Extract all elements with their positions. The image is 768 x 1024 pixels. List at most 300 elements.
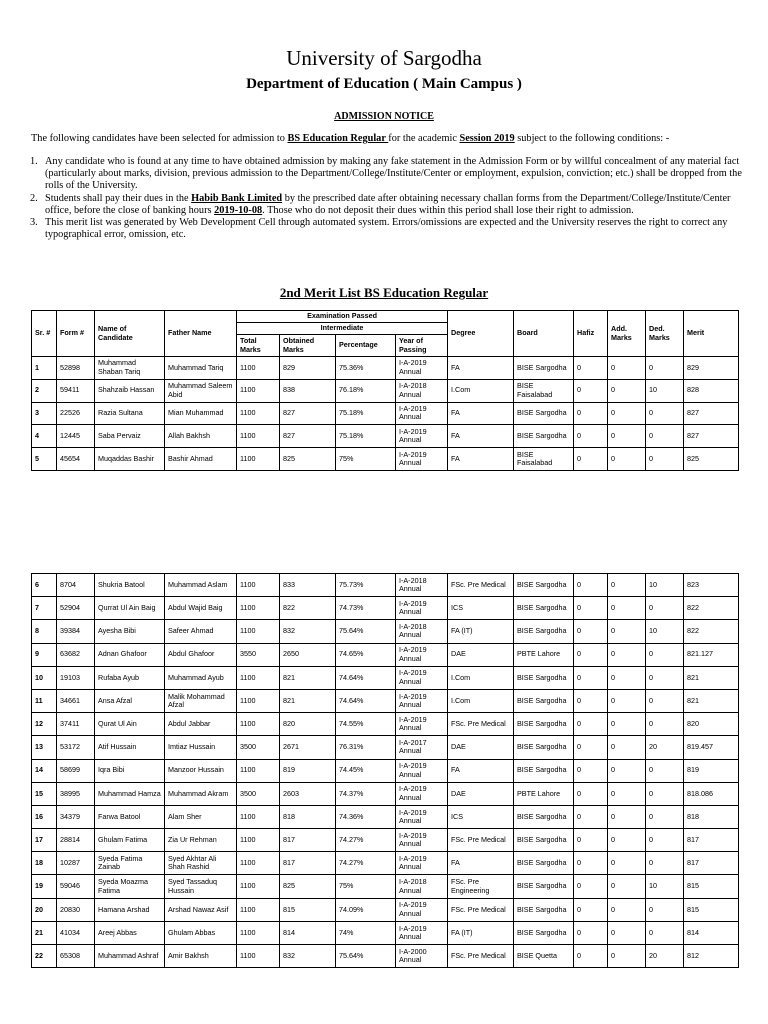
intro-text-after: subject to the following conditions: - [514,133,670,144]
cell-degree: ICS [448,805,514,828]
cell-percentage: 74.64% [336,666,396,689]
cell-ded: 10 [646,620,684,643]
cell-degree: I.Com [448,379,514,402]
cell-hafiz: 0 [574,852,608,875]
cell-board: BISE Sargodha [514,620,574,643]
cell-add: 0 [608,805,646,828]
cell-hafiz: 0 [574,782,608,805]
cell-ded: 10 [646,379,684,402]
cell-percentage: 75.64% [336,945,396,968]
cell-name: Qurat Ul Ain [95,713,165,736]
cell-hafiz: 0 [574,898,608,921]
cell-merit: 828 [684,379,739,402]
cell-name: Muhammad Ashraf [95,945,165,968]
header-intermediate: Intermediate [237,323,448,335]
table-row [32,805,739,828]
due-date: 2019-10-08 [214,204,263,216]
cell-ded: 0 [646,402,684,425]
cell-percentage: 76.31% [336,736,396,759]
cell-board: BISE Sargodha [514,805,574,828]
cell-name: Muhammad Hamza [95,782,165,805]
cell-add: 0 [608,759,646,782]
cell-year: I-A-2019 Annual [396,402,448,425]
cell-year: I-A-2019 Annual [396,921,448,944]
cell-year: I-A-2019 Annual [396,357,448,380]
cell-form: 20830 [57,898,95,921]
condition-number: 3. [30,217,38,229]
cell-add: 0 [608,736,646,759]
cell-father: Imtiaz Hussain [165,736,237,759]
table-row [32,713,739,736]
cell-father: Syed Tassaduq Hussain [165,875,237,898]
cell-form: 37411 [57,713,95,736]
cell-sr: 22 [32,945,57,968]
intro-text-before: The following candidates have been selected for admission to [31,133,288,144]
cell-sr: 8 [32,620,57,643]
cell-year: I-A-2019 Annual [396,666,448,689]
cell-year: I-A-2019 Annual [396,782,448,805]
cell-hafiz: 0 [574,402,608,425]
cell-merit: 827 [684,425,739,448]
table-row [32,379,739,402]
cell-year: I-A-2019 Annual [396,425,448,448]
header-father: Father Name [165,311,237,357]
cell-obtained: 832 [280,620,336,643]
cell-father: Arshad Nawaz Asif [165,898,237,921]
cell-total: 1100 [237,357,280,380]
cell-add: 0 [608,379,646,402]
cell-percentage: 74.73% [336,597,396,620]
header-total-marks: Total Marks [237,335,280,357]
cell-percentage: 74% [336,921,396,944]
cell-total: 1100 [237,666,280,689]
cell-name: Syeda Moazma Fatima [95,875,165,898]
cell-hafiz: 0 [574,666,608,689]
university-title: University of Sargodha [286,46,482,70]
cell-year: I-A-2019 Annual [396,689,448,712]
cell-father: Muhammad Akram [165,782,237,805]
cell-merit: 823 [684,574,739,597]
table-row [32,852,739,875]
cell-board: BISE Sargodha [514,921,574,944]
table-row [32,357,739,380]
cell-father: Bashir Ahmad [165,448,237,471]
cell-sr: 20 [32,898,57,921]
cell-percentage: 75.73% [336,574,396,597]
cell-hafiz: 0 [574,945,608,968]
cell-hafiz: 0 [574,713,608,736]
cell-add: 0 [608,643,646,666]
cell-hafiz: 0 [574,805,608,828]
cell-merit: 818 [684,805,739,828]
cell-percentage: 74.09% [336,898,396,921]
cell-hafiz: 0 [574,921,608,944]
header-percentage: Percentage [336,335,396,357]
cell-merit: 822 [684,597,739,620]
cell-degree: FSc. Pre Engineering [448,875,514,898]
header-board: Board [514,311,574,357]
cell-board: BISE Sargodha [514,759,574,782]
notice-intro [31,132,746,145]
cell-degree: FSc. Pre Medical [448,829,514,852]
cell-obtained: 827 [280,425,336,448]
cell-merit: 825 [684,448,739,471]
cell-percentage: 75.18% [336,425,396,448]
cell-form: 28814 [57,829,95,852]
cell-hafiz: 0 [574,448,608,471]
condition-text: . Those who do not deposit their dues within this period shall lose their right to admission. [262,204,634,216]
cell-add: 0 [608,782,646,805]
cell-name: Hamana Arshad [95,898,165,921]
cell-degree: DAE [448,736,514,759]
cell-merit: 819 [684,759,739,782]
cell-father: Alam Sher [165,805,237,828]
header-name: Name of Candidate [95,311,165,357]
cell-obtained: 818 [280,805,336,828]
cell-percentage: 74.65% [336,643,396,666]
cell-percentage: 74.36% [336,805,396,828]
cell-name: Ayesha Bibi [95,620,165,643]
condition-item [28,217,758,241]
cell-ded: 20 [646,945,684,968]
cell-percentage: 74.37% [336,782,396,805]
cell-merit: 812 [684,945,739,968]
cell-name: Muhammad Shaban Tariq [95,357,165,380]
cell-sr: 16 [32,805,57,828]
cell-total: 1100 [237,713,280,736]
cell-obtained: 833 [280,574,336,597]
cell-obtained: 2650 [280,643,336,666]
cell-sr: 5 [32,448,57,471]
cell-add: 0 [608,713,646,736]
condition-text: Students shall pay their dues in the [45,192,192,204]
cell-board: BISE Sargodha [514,852,574,875]
cell-degree: FA [448,759,514,782]
bank-name: Habib Bank Limited [191,192,283,204]
cell-sr: 18 [32,852,57,875]
cell-father: Muhammad Saleem Abid [165,379,237,402]
cell-ded: 0 [646,597,684,620]
department-title: Department of Education ( Main Campus ) [246,76,522,92]
cell-form: 58699 [57,759,95,782]
cell-obtained: 832 [280,945,336,968]
cell-board: PBTE Lahore [514,643,574,666]
table-row [32,736,739,759]
cell-degree: FA [448,425,514,448]
cell-add: 0 [608,829,646,852]
cell-obtained: 838 [280,379,336,402]
cell-add: 0 [608,898,646,921]
cell-obtained: 815 [280,898,336,921]
cell-degree: DAE [448,782,514,805]
cell-total: 1100 [237,689,280,712]
cell-sr: 4 [32,425,57,448]
cell-sr: 7 [32,597,57,620]
cell-ded: 0 [646,852,684,875]
cell-ded: 0 [646,643,684,666]
cell-degree: I.Com [448,689,514,712]
cell-add: 0 [608,875,646,898]
cell-hafiz: 0 [574,643,608,666]
cell-board: BISE Quetta [514,945,574,968]
cell-ded: 0 [646,448,684,471]
cell-year: I-A-2019 Annual [396,448,448,471]
session-name: Session 2019 [459,133,515,144]
cell-board: BISE Sargodha [514,357,574,380]
condition-number: 1. [30,156,38,167]
table-body-page1 [32,357,739,471]
cell-obtained: 821 [280,689,336,712]
cell-father: Abdul Jabbar [165,713,237,736]
cell-name: Atif Hussain [95,736,165,759]
cell-obtained: 827 [280,402,336,425]
cell-merit: 814 [684,921,739,944]
cell-total: 1100 [237,620,280,643]
table-header [32,311,739,357]
cell-hafiz: 0 [574,574,608,597]
cell-ded: 20 [646,736,684,759]
cell-percentage: 75.18% [336,402,396,425]
cell-percentage: 74.27% [336,852,396,875]
cell-ded: 0 [646,829,684,852]
cell-merit: 822 [684,620,739,643]
cell-hafiz: 0 [574,829,608,852]
cell-merit: 820 [684,713,739,736]
header-exam-passed: Examination Passed [237,311,448,323]
cell-year: I-A-2018 Annual [396,620,448,643]
table-row [32,643,739,666]
cell-degree: FSc. Pre Medical [448,574,514,597]
cell-sr: 12 [32,713,57,736]
cell-board: BISE Faisalabad [514,448,574,471]
cell-ded: 0 [646,782,684,805]
cell-form: 45654 [57,448,95,471]
cell-sr: 9 [32,643,57,666]
cell-total: 1100 [237,875,280,898]
cell-form: 10287 [57,852,95,875]
cell-father: Ghulam Abbas [165,921,237,944]
cell-add: 0 [608,945,646,968]
table-row [32,921,739,944]
cell-name: Razia Sultana [95,402,165,425]
cell-merit: 815 [684,875,739,898]
cell-name: Ghulam Fatima [95,829,165,852]
cell-board: BISE Sargodha [514,736,574,759]
merit-table-page1 [31,310,739,471]
cell-sr: 21 [32,921,57,944]
cell-year: I-A-2017 Annual [396,736,448,759]
condition-text: by the prescribed date after obtaining necessary challan forms from the Department/College/Institute/Center office, before the close of banking hours [45,192,731,216]
cell-form: 63682 [57,643,95,666]
cell-merit: 815 [684,898,739,921]
header-form: Form # [57,311,95,357]
cell-obtained: 829 [280,357,336,380]
cell-sr: 14 [32,759,57,782]
notice-title: ADMISSION NOTICE [334,111,434,122]
cell-board: BISE Faisalabad [514,379,574,402]
header-ded-marks: Ded. Marks [646,311,684,357]
cell-percentage: 75.64% [336,620,396,643]
cell-ded: 0 [646,921,684,944]
table-row [32,829,739,852]
cell-total: 3500 [237,782,280,805]
cell-sr: 3 [32,402,57,425]
cell-degree: DAE [448,643,514,666]
cell-form: 22526 [57,402,95,425]
cell-name: Shukria Batool [95,574,165,597]
cell-degree: FA (IT) [448,620,514,643]
cell-obtained: 2603 [280,782,336,805]
cell-total: 3550 [237,643,280,666]
cell-name: Iqra Bibi [95,759,165,782]
cell-ded: 0 [646,689,684,712]
program-name: BS Education Regular [287,133,389,144]
cell-percentage: 75% [336,448,396,471]
cell-ded: 10 [646,574,684,597]
cell-obtained: 817 [280,852,336,875]
cell-year: I-A-2018 Annual [396,574,448,597]
cell-father: Zia Ur Rehman [165,829,237,852]
cell-name: Areej Abbas [95,921,165,944]
cell-total: 1100 [237,448,280,471]
cell-total: 1100 [237,597,280,620]
table-row [32,945,739,968]
table-row [32,689,739,712]
merit-table-page2 [31,573,739,968]
cell-board: BISE Sargodha [514,425,574,448]
cell-form: 34379 [57,805,95,828]
condition-text: Any candidate who is found at any time to have obtained admission by making any fake statement in the Admission Form or by willful concealment of any material fact (particularly about marks, division, previous admission to the Department/College/Institute/Center or employment, expulsion, conviction; etc.) shall be dropped from the rolls of the University. [45,156,742,192]
cell-year: I-A-2019 Annual [396,805,448,828]
cell-total: 1100 [237,829,280,852]
cell-name: Qurrat Ul Ain Baig [95,597,165,620]
cell-sr: 17 [32,829,57,852]
table-row [32,425,739,448]
cell-obtained: 825 [280,875,336,898]
cell-obtained: 820 [280,713,336,736]
cell-add: 0 [608,448,646,471]
cell-degree: FSc. Pre Medical [448,898,514,921]
cell-merit: 821.127 [684,643,739,666]
cell-name: Shahzaib Hassan [95,379,165,402]
cell-name: Rufaba Ayub [95,666,165,689]
cell-name: Adnan Ghafoor [95,643,165,666]
condition-text: This merit list was generated by Web Development Cell through automated system. Errors/omissions are expected and the University reserves the right to correct any typographical error, omission, etc. [45,217,728,241]
cell-father: Syed Akhtar Ali Shah Rashid [165,852,237,875]
table-row [32,448,739,471]
cell-add: 0 [608,357,646,380]
cell-merit: 821 [684,666,739,689]
cell-add: 0 [608,666,646,689]
cell-form: 52898 [57,357,95,380]
cell-percentage: 75.36% [336,357,396,380]
cell-percentage: 75% [336,875,396,898]
cell-board: BISE Sargodha [514,713,574,736]
cell-father: Amir Bakhsh [165,945,237,968]
cell-obtained: 821 [280,666,336,689]
cell-year: I-A-2019 Annual [396,597,448,620]
cell-form: 52904 [57,597,95,620]
cell-degree: FA [448,357,514,380]
cell-percentage: 74.64% [336,689,396,712]
header-year: Year of Passing [396,335,448,357]
cell-total: 1100 [237,921,280,944]
cell-add: 0 [608,620,646,643]
table-row [32,574,739,597]
cell-ded: 0 [646,898,684,921]
header-obtained-marks: Obtained Marks [280,335,336,357]
cell-name: Syeda Fatima Zainab [95,852,165,875]
table-row [32,597,739,620]
cell-degree: FA [448,402,514,425]
table-row [32,759,739,782]
cell-total: 1100 [237,574,280,597]
cell-hafiz: 0 [574,689,608,712]
cell-name: Ansa Afzal [95,689,165,712]
cell-father: Muhammad Ayub [165,666,237,689]
cell-total: 1100 [237,852,280,875]
table-row [32,898,739,921]
cell-form: 8704 [57,574,95,597]
cell-year: I-A-2019 Annual [396,759,448,782]
cell-add: 0 [608,402,646,425]
cell-form: 59046 [57,875,95,898]
cell-total: 1100 [237,805,280,828]
cell-merit: 819.457 [684,736,739,759]
document-header [0,44,768,94]
cell-hafiz: 0 [574,597,608,620]
cell-merit: 818.086 [684,782,739,805]
cell-percentage: 74.27% [336,829,396,852]
cell-board: BISE Sargodha [514,689,574,712]
cell-father: Manzoor Hussain [165,759,237,782]
cell-form: 38995 [57,782,95,805]
intro-text-middle: for the academic [388,133,460,144]
cell-father: Abdul Ghafoor [165,643,237,666]
cell-percentage: 76.18% [336,379,396,402]
cell-degree: FSc. Pre Medical [448,945,514,968]
cell-father: Abdul Wajid Baig [165,597,237,620]
cell-board: BISE Sargodha [514,597,574,620]
cell-degree: I.Com [448,666,514,689]
table-row [32,666,739,689]
cell-hafiz: 0 [574,620,608,643]
cell-sr: 2 [32,379,57,402]
cell-hafiz: 0 [574,379,608,402]
header-sr: Sr. # [32,311,57,357]
cell-obtained: 817 [280,829,336,852]
cell-board: BISE Sargodha [514,402,574,425]
cell-form: 41034 [57,921,95,944]
cell-form: 59411 [57,379,95,402]
header-hafiz: Hafiz [574,311,608,357]
cell-obtained: 2671 [280,736,336,759]
cell-total: 1100 [237,379,280,402]
cell-year: I-A-2019 Annual [396,852,448,875]
cell-merit: 821 [684,689,739,712]
cell-name: Farwa Batool [95,805,165,828]
cell-degree: FA [448,852,514,875]
cell-sr: 10 [32,666,57,689]
cell-total: 3500 [237,736,280,759]
cell-father: Malik Mohammad Afzal [165,689,237,712]
header-degree: Degree [448,311,514,357]
cell-hafiz: 0 [574,357,608,380]
cell-total: 1100 [237,759,280,782]
cell-sr: 1 [32,357,57,380]
cell-degree: FSc. Pre Medical [448,713,514,736]
cell-year: I-A-2019 Annual [396,643,448,666]
